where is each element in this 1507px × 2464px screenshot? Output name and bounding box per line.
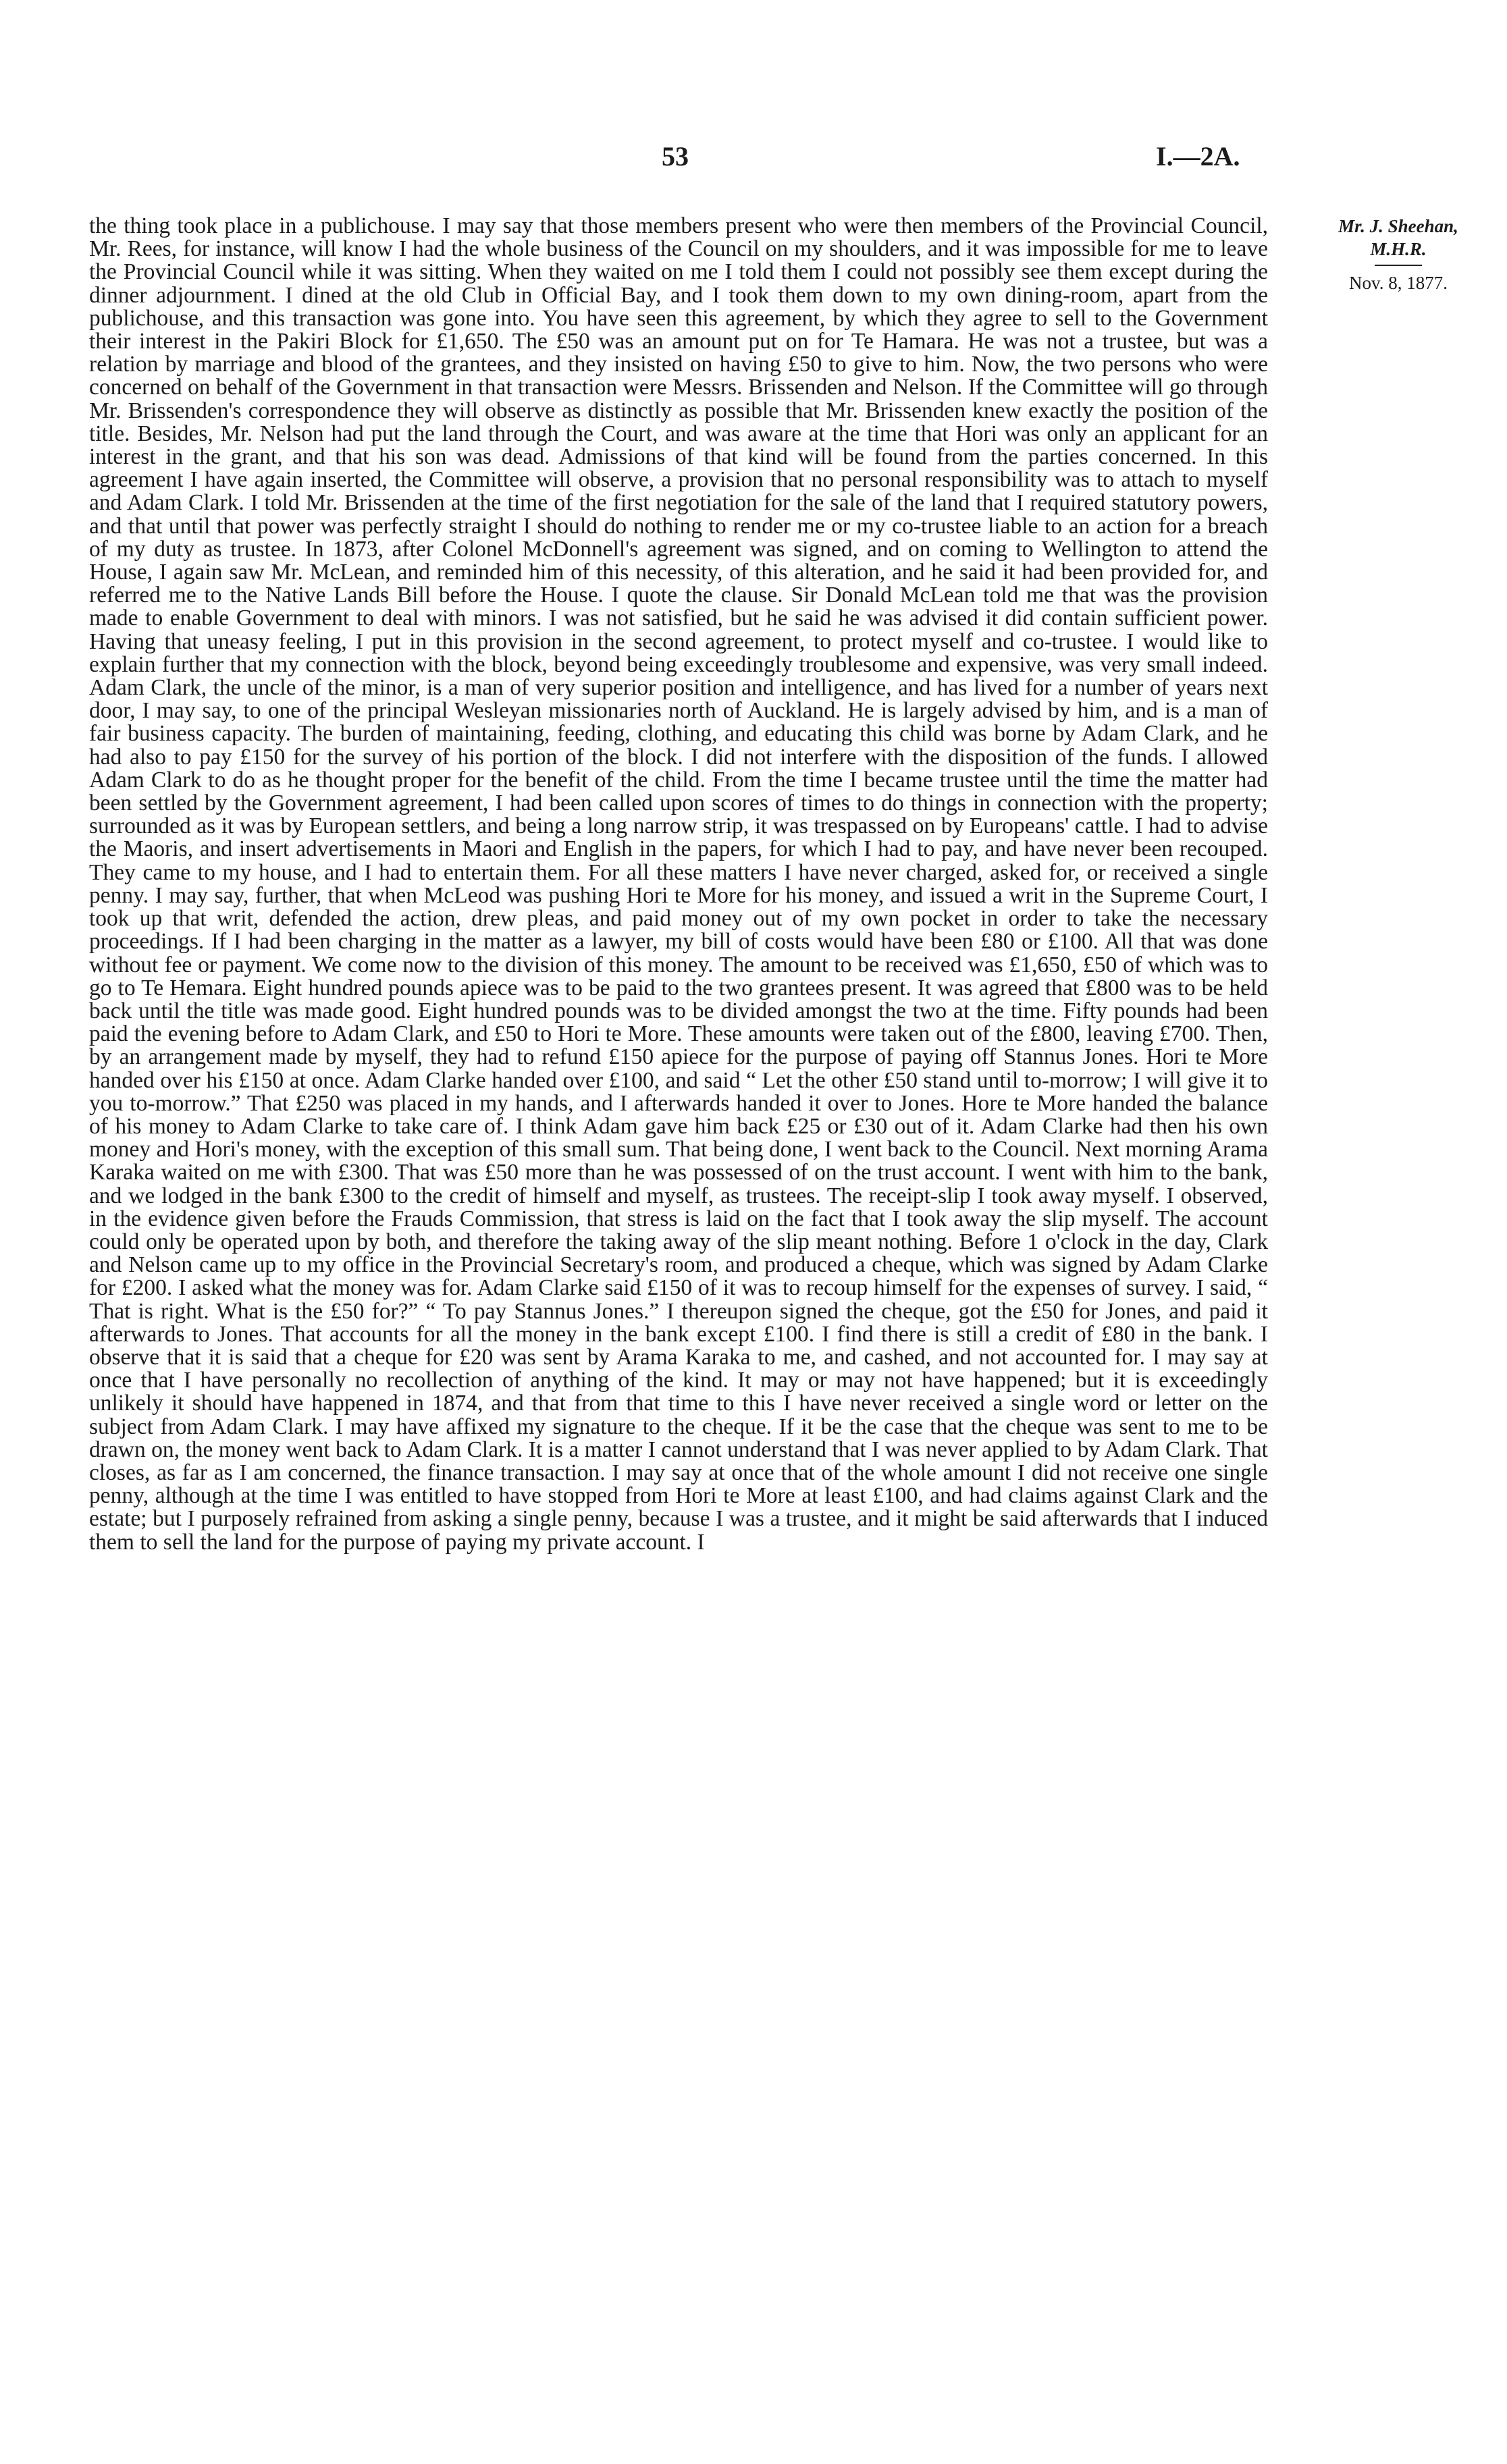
speaker-name: Mr. J. Sheehan, (1338, 216, 1458, 236)
margin-date: Nov. 8, 1877. (1349, 273, 1448, 293)
margin-note (1307, 215, 1489, 294)
document-reference: I.—2A. (1156, 141, 1240, 171)
speaker-title: M.H.R. (1370, 239, 1427, 259)
margin-rule (1375, 265, 1422, 266)
page-number: 53 (662, 141, 689, 171)
body-paragraph: the thing took place in a publichouse. I may say that those members present who were then members of the Provincial Council, Mr. Rees, for instance, will know I had the whole business of the Council on my shoulders, and it was impossible for me to leave the Provincial Council while it was sitting. When they waited on me I told them I could not possibly see them except during the dinner adjournment. I dined at the old Club in Official Bay, and I took them down to my own dining-room, apart from the publichouse, and this transaction was gone into. You have seen this agreement, by which they agree to sell to the Government their interest in the Pakiri Block for £1,650. The £50 was an amount put on for Te Hamara. He was not a trustee, but was a relation by marriage and blood of the grantees, and they insisted on having £50 to give to him. Now, the two persons who were concerned on behalf of the Government in that transaction were Messrs. Brissenden and Nelson. If the Committee will go through Mr. Brissenden's correspondence they will observe as distinctly as possible that Mr. Brissenden knew exactly the position of the title. Besides, Mr. Nelson had put the land through the Court, and was aware at the time that Hori was only an applicant for an interest in the grant, and that his son was dead. Admissions of that kind will be found from the parties concerned. In this agreement I have again inserted, the Committee will observe, a provision that no personal responsibility was to attach to myself and Adam Clark. I told Mr. Brissenden at the time of the first negotiation for the sale of the land that I required statutory powers, and that until that power was perfectly straight I should do nothing to render me or my co-trustee liable to an action for a breach of my duty as trustee. In 1873, after Colonel McDonnell's agreement was signed, and on coming to Wellington to attend the House, I again saw Mr. McLean, and reminded him of this necessity, of this alteration, and he said it had been provided for, and referred me to the Native Lands Bill before the House. I quote the clause. Sir Donald McLean told me that was the provision made to enable Government to deal with minors. I was not satisfied, but he said he was advised it did contain sufficient power. Having that uneasy feeling, I put in this provision in the second agreement, to protect myself and co-trustee. I would like to explain further that my connection with the block, beyond being exceedingly troublesome and expensive, was very small indeed. Adam Clark, the uncle of the minor, is a man of very superior position and intelligence, and has lived for a number of years next door, I may say, to one of the principal Wesleyan missionaries north of Auckland. He is largely advised by him, and is a man of fair business capacity. The burden of maintaining, feeding, clothing, and educating this child was borne by Adam Clark, and he had also to pay £150 for the survey of his portion of the block. I did not interfere with the disposition of the funds. I allowed Adam Clark to do as he thought proper for the benefit of the child. From the time I became trustee until the time the matter had been settled by the Government agreement, I had been called upon scores of times to do things in connection with the property; surrounded as it was by European settlers, and being a long narrow strip, it was trespassed on by Europeans' cattle. I had to advise the Maoris, and insert advertisements in Maori and English in the papers, for which I had to pay, and have never been recouped. They came to my house, and I had to entertain them. For all these matters I have never charged, asked for, or received a single penny. I may say, further, that when McLeod was pushing Hori te More for his money, and issued a writ in the Supreme Court, I took up that writ, defended the action, drew pleas, and paid money out of my own pocket in order to take the necessary proceedings. If I had been charging in the matter as a lawyer, my bill of costs would have been £80 or £100. All that was done without fee or payment. We come now to the division of this money. The amount to be received was £1,650, £50 of which was to go to Te Hemara. Eight hundred pounds apiece was to be paid to the two grantees present. It was agreed that £800 was to be held back until the title was made good. Eight hundred pounds was to be divided amongst the two at the time. Fifty pounds had been paid the evening before to Adam Clark, and £50 to Hori te More. These amounts were taken out of the £800, leaving £700. Then, by an arrangement made by myself, they had to refund £150 apiece for the purpose of paying off Stannus Jones. Hori te More handed over his £150 at once. Adam Clarke handed over £100, and said “ Let the other £50 stand until to-morrow; I will give it to you to-morrow.” That £250 was placed in my hands, and I afterwards handed it over to Jones. Hore te More handed the balance of his money to Adam Clarke to take care of. I think Adam gave him back £25 or £30 out of it. Adam Clarke had then his own money and Hori's money, with the exception of this small sum. That being done, I went back to the Council. Next morning Arama Karaka waited on me with £300. That was £50 more than he was possessed of on the trust account. I went with him to the bank, and we lodged in the bank £300 to the credit of himself and myself, as trustees. The receipt-slip I took away myself. I observed, in the evidence given before the Frauds Commission, that stress is laid on the fact that I took away the slip myself. The account could only be operated upon by both, and therefore the taking away of the slip meant nothing. Before 1 o'clock in the day, Clark and Nelson came up to my office in the Provincial Secretary's room, and produced a cheque, which was signed by Adam Clarke for £200. I asked what the money was for. Adam Clarke said £150 of it was to recoup himself for the expenses of survey. I said, “ That is right. What is the £50 for?” “ To pay Stannus Jones.” I thereupon signed the cheque, got the £50 for Jones, and paid it afterwards to Jones. That accounts for all the money in the bank except £100. I find there is still a credit of £80 in the bank. I observe that it is said that a cheque for £20 was sent by Arama Karaka to me, and cashed, and not accounted for. I may say at once that I have personally no recollection of anything of the kind. It may or may not have happened; but it is exceedingly unlikely it should have happened in 1874, and that from that time to this I have never received a single word or letter on the subject from Adam Clark. I may have affixed my signature to the cheque. If it be the case that the cheque was sent to me to be drawn on, the money went back to Adam Clark. It is a matter I cannot understand that I was never applied to by Adam Clark. That closes, as far as I am concerned, the finance transaction. I may say at once that of the whole amount I did not receive one single penny, although at the time I was entitled to have stopped from Hori te More at least £100, and had claims against Clark and the estate; but I purposely refrained from asking a single penny, because I was a trustee, and it might be said afterwards that I induced them to sell the land for the purpose of paying my private account. I (89, 213, 1268, 1555)
